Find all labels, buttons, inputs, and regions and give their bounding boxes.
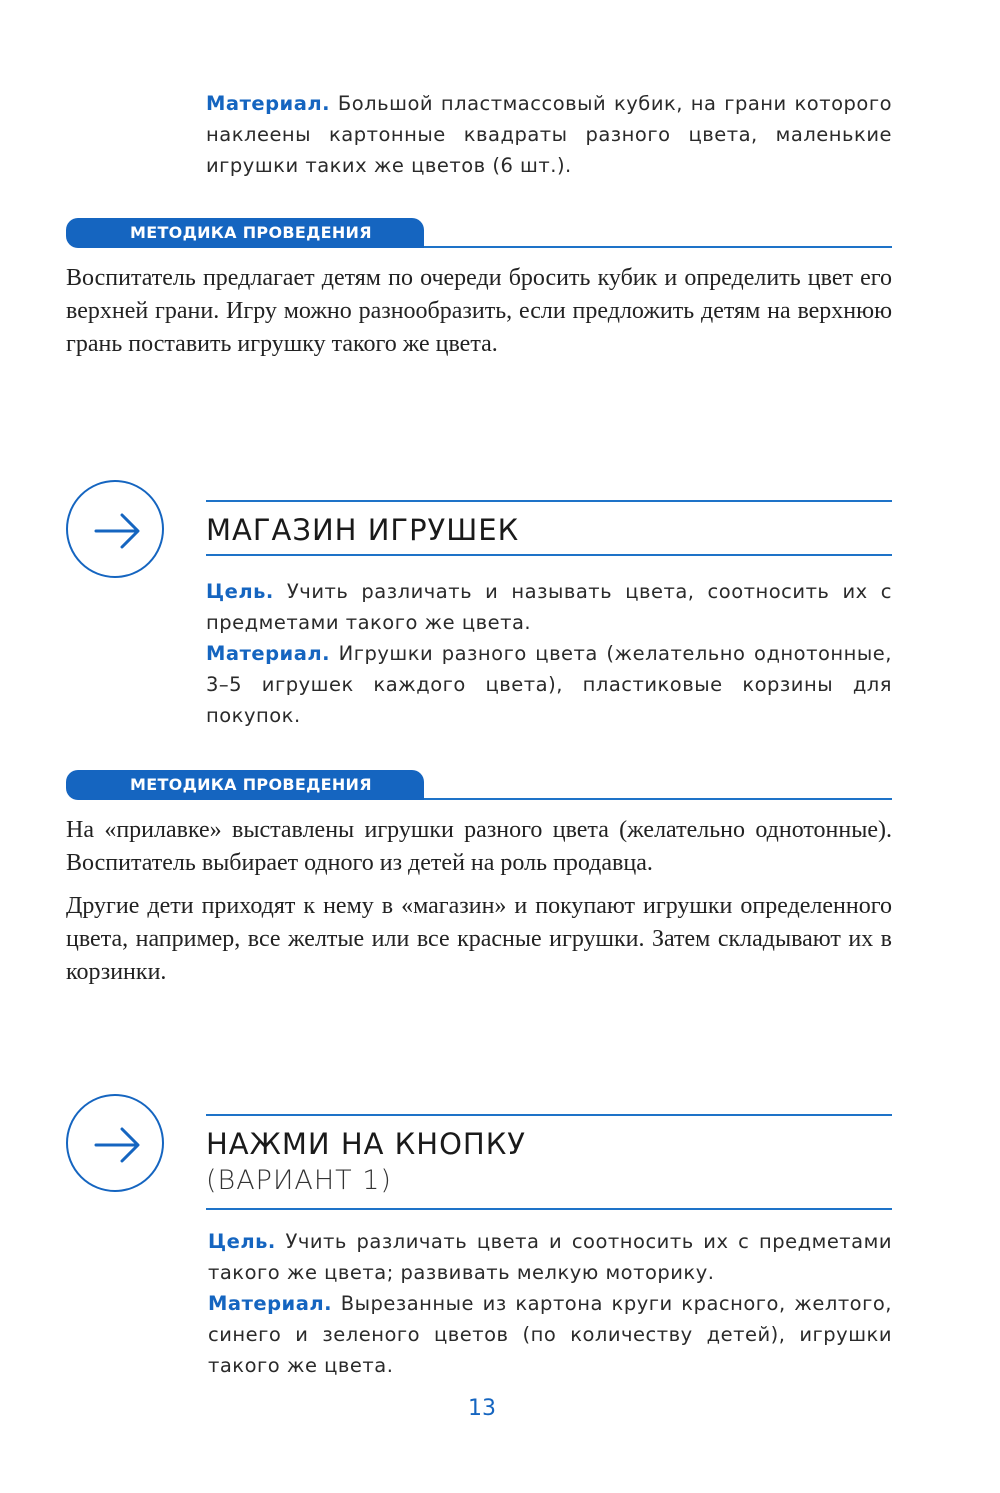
page-number: 13 bbox=[468, 1396, 496, 1421]
divider bbox=[206, 500, 892, 502]
method-bar bbox=[66, 218, 892, 248]
divider bbox=[206, 1114, 892, 1116]
material-label: Материал. bbox=[208, 1292, 333, 1315]
game-description bbox=[206, 576, 892, 731]
arrow-circle-icon bbox=[66, 480, 164, 578]
game-title: МАГАЗИН ИГРУШЕК bbox=[206, 513, 520, 547]
method-bar bbox=[66, 770, 892, 800]
divider bbox=[424, 246, 892, 248]
divider bbox=[424, 798, 892, 800]
material-text: Игрушки разного цвета (желательно однотонные, 3–5 игрушек каждого цвета), пластиковые корзины для покупок. bbox=[206, 642, 892, 727]
method-text: Воспитатель предлагает детям по очереди бросить кубик и определить цвет его верхней грани. Игру можно разнообразить, если предложить детям на верхнюю грань поставить игрушку такого же цвета. bbox=[66, 265, 892, 357]
method-bar-label: МЕТОДИКА ПРОВЕДЕНИЯ bbox=[66, 770, 424, 800]
goal-label: Цель. bbox=[206, 580, 274, 603]
method-text: На «прилавке» выставлены игрушки разного цвета (желательно однотонные). Воспитатель выбирает одного из детей на роль продавца. bbox=[66, 817, 892, 876]
arrow-circle-icon bbox=[66, 1094, 164, 1192]
arrow-right-icon bbox=[68, 482, 166, 580]
game-subtitle: (ВАРИАНТ 1) bbox=[206, 1165, 392, 1196]
goal-text: Учить различать и называть цвета, соотносить их с предметами такого же цвета. bbox=[206, 580, 892, 634]
material-text: Вырезанные из картона круги красного, желтого, синего и зеленого цветов (по количеству детей), игрушки такого же цвета. bbox=[208, 1292, 892, 1377]
arrow-right-icon bbox=[68, 1096, 166, 1194]
material-label: Материал. bbox=[206, 642, 331, 665]
goal-text: Учить различать цвета и соотносить их с предметами такого же цвета; развивать мелкую моторику. bbox=[208, 1230, 893, 1284]
method-bar-label: МЕТОДИКА ПРОВЕДЕНИЯ bbox=[66, 218, 424, 248]
goal-label: Цель. bbox=[208, 1230, 276, 1253]
method-paragraph bbox=[66, 262, 892, 361]
method-text: Другие дети приходят к нему в «магазин» и покупают игрушки определенного цвета, например, все желтые или все красные игрушки. Затем складывают их в корзинки. bbox=[66, 893, 892, 985]
method-paragraph bbox=[66, 814, 892, 989]
divider bbox=[206, 554, 892, 556]
divider bbox=[206, 1208, 892, 1210]
material-text: Большой пластмассовый кубик, на грани которого наклеены картонные квадраты разного цвета, маленькие игрушки таких же цветов (6 шт.). bbox=[206, 92, 892, 177]
game-title: НАЖМИ НА КНОПКУ bbox=[206, 1127, 526, 1161]
game-description bbox=[208, 1226, 892, 1381]
top-material-paragraph bbox=[206, 88, 892, 181]
material-label: Материал. bbox=[206, 92, 331, 115]
